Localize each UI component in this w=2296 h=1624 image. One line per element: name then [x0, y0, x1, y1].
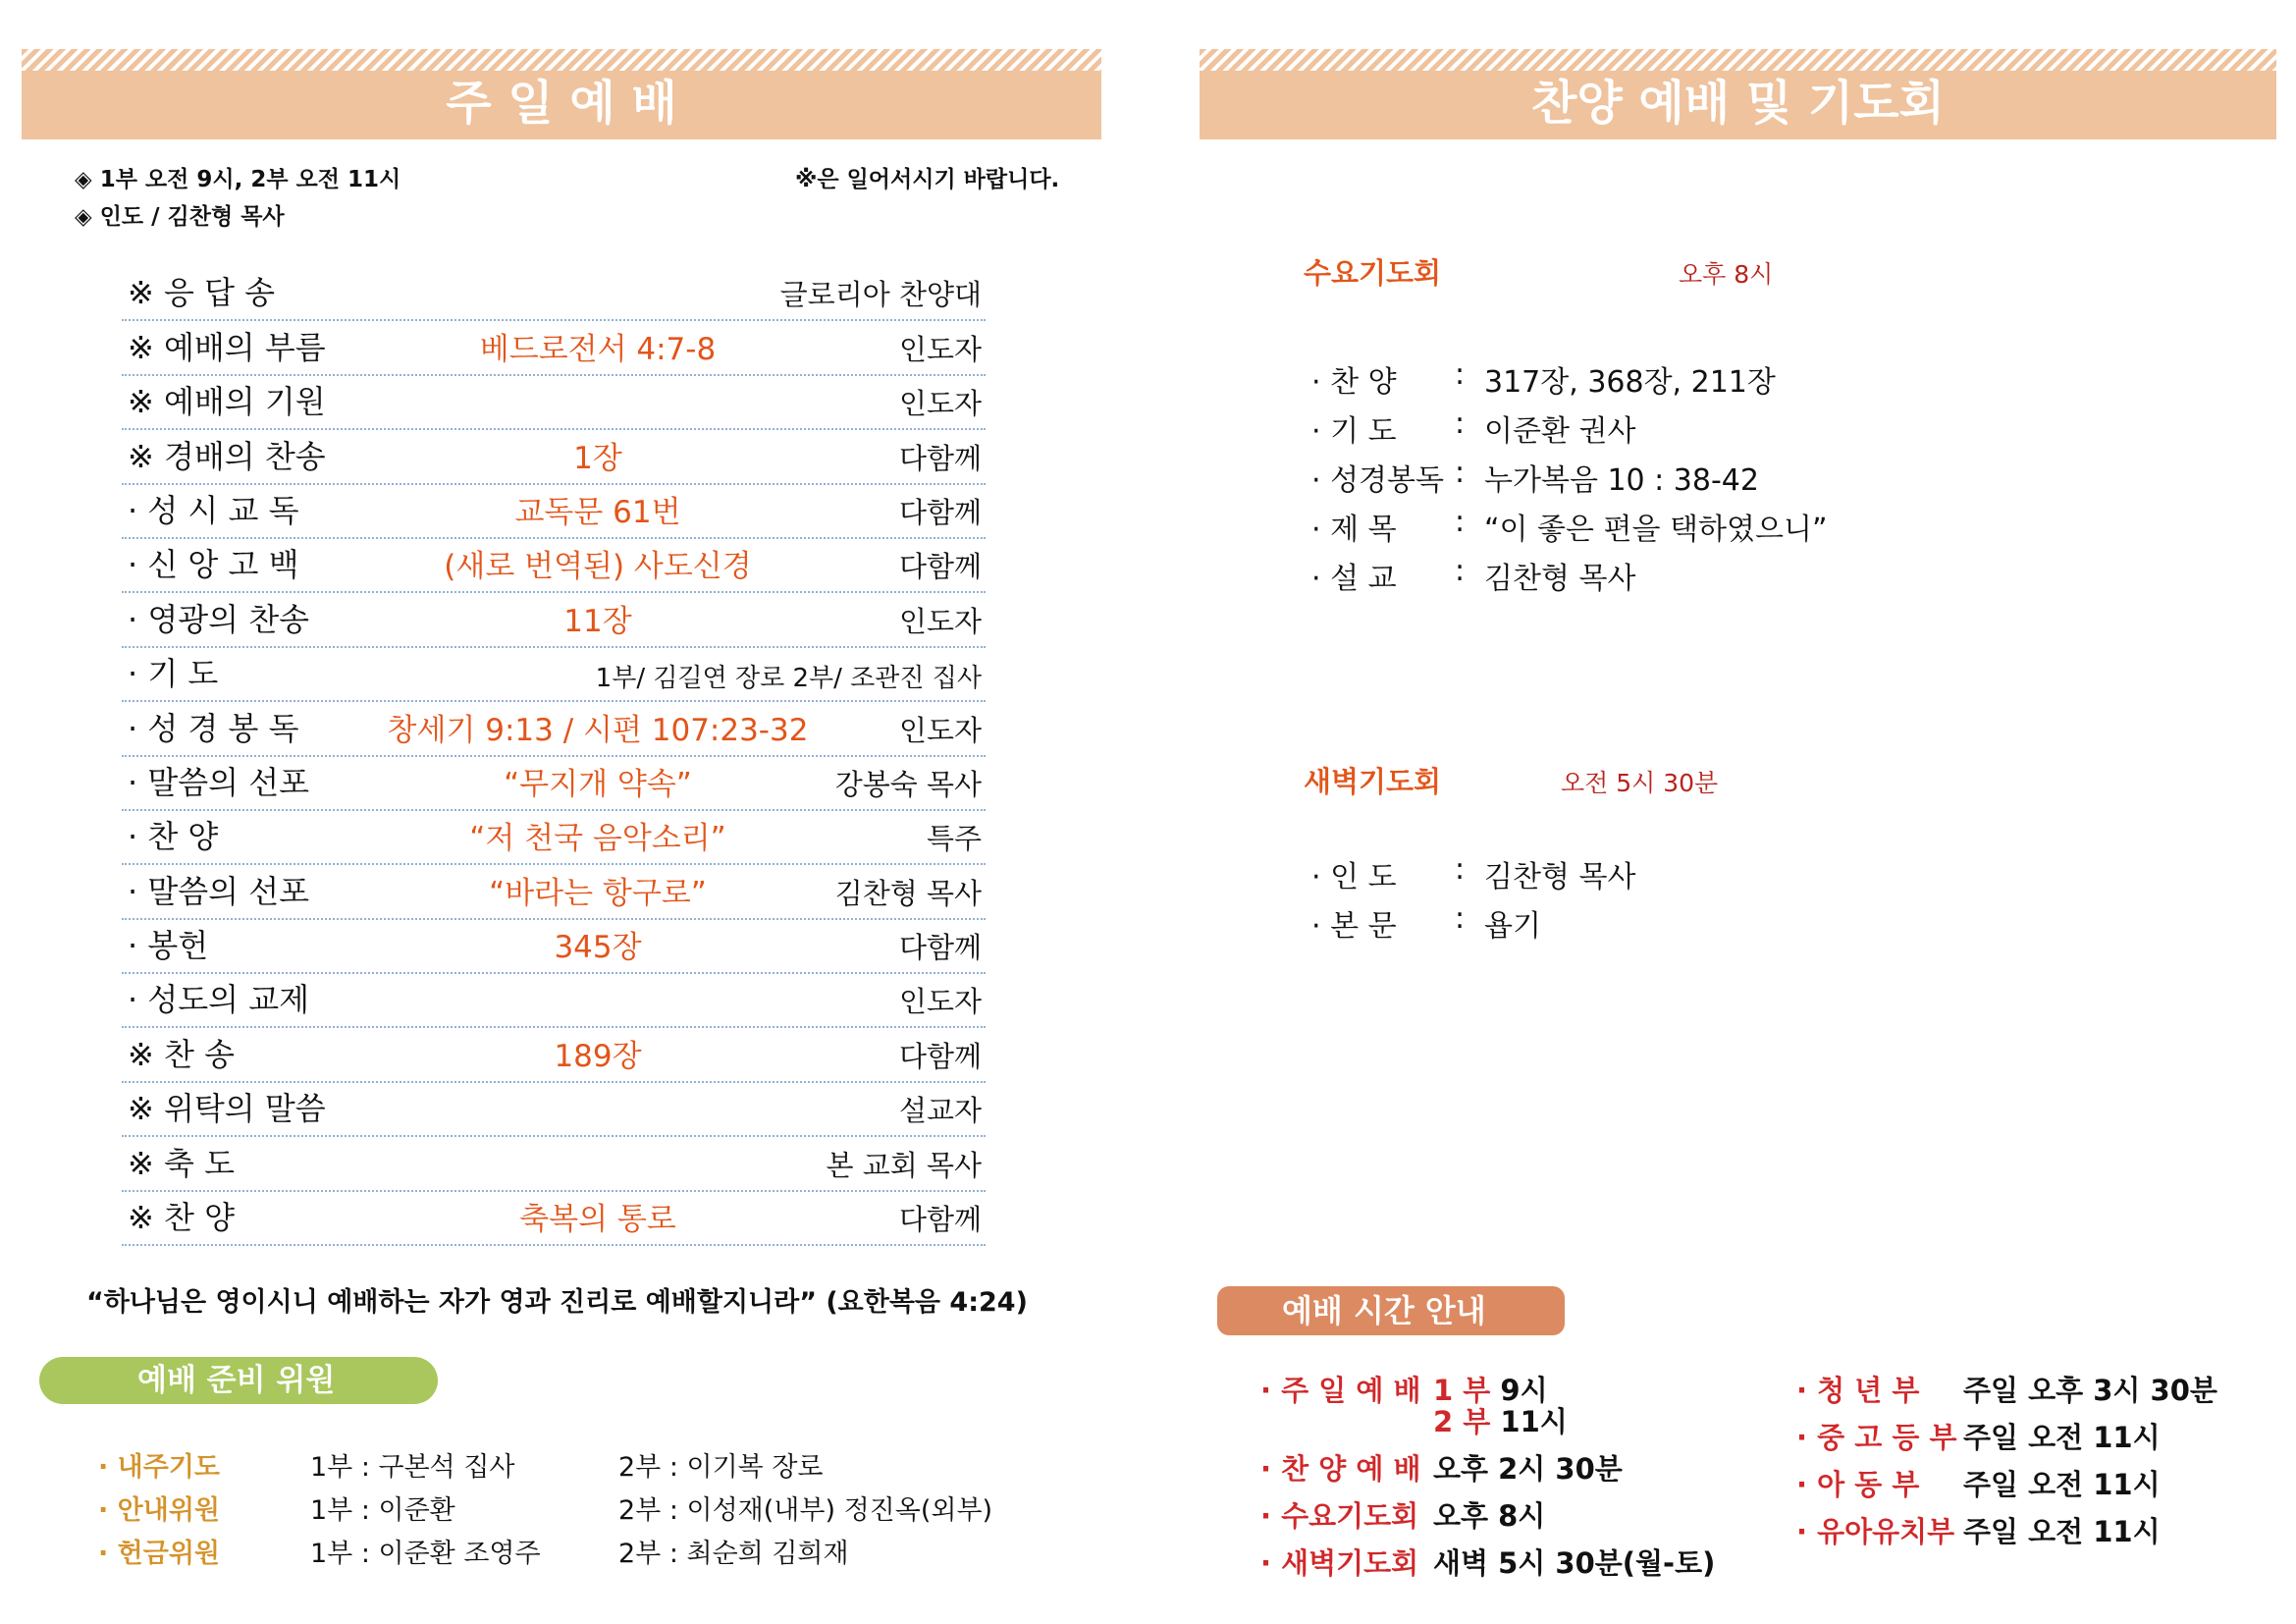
order-detail: “무지개 약속” [504, 766, 692, 802]
table-row [122, 974, 986, 1028]
prep-label: · 안내위원 [98, 1495, 220, 1526]
sunday-service-title: 주 일 예 배 [446, 76, 677, 131]
order-item: ※ 찬 양 [128, 1199, 235, 1237]
schedule-praise: · 찬 양 예 배 오후 2시 30분 [1260, 1452, 1623, 1486]
table-row [122, 702, 986, 756]
table-row [122, 1028, 986, 1082]
table-row [122, 321, 986, 375]
service-times: ◈ 1부 오전 9시, 2부 오전 11시 [75, 167, 401, 192]
service-leader: ◈ 인도 / 김찬형 목사 [75, 204, 285, 230]
order-item: · 봉헌 [128, 927, 209, 965]
order-detail: 축복의 통로 [519, 1202, 676, 1238]
order-detail: 교독문 61번 [514, 494, 681, 530]
table-row [122, 811, 986, 865]
table-row [122, 539, 986, 593]
order-item: · 기 도 [128, 655, 219, 693]
order-item: · 성 시 교 독 [128, 491, 299, 529]
prep-second-service: 2부 : 최순희 김희재 [618, 1539, 849, 1569]
dawn-prayer-title: 새벽기도회 [1304, 765, 1442, 798]
order-of-worship [122, 267, 986, 1246]
order-item: ※ 응 답 송 [128, 274, 276, 312]
order-leader: 다함께 [898, 441, 982, 475]
table-row [122, 920, 986, 974]
order-leader: 다함께 [898, 931, 982, 965]
order-item: ※ 축 도 [128, 1144, 235, 1182]
banner-stripe [22, 49, 1101, 71]
schedule-youth: · 청 년 부 주일 오후 3시 30분 [1796, 1374, 2217, 1407]
order-item: ※ 위탁의 말씀 [128, 1090, 326, 1128]
order-leader: 인도자 [898, 604, 982, 638]
order-detail: 11장 [563, 603, 632, 639]
sunday-service-banner [22, 49, 1101, 139]
order-item: ※ 예배의 부름 [128, 328, 326, 366]
table-row [122, 376, 986, 430]
order-item: · 영광의 찬송 [128, 600, 310, 638]
order-leader: 다함께 [898, 1203, 982, 1237]
order-leader: 본 교회 목사 [826, 1148, 982, 1182]
order-detail: 베드로전서 4:7-8 [479, 331, 717, 367]
order-leader: 글로리아 찬양대 [779, 278, 982, 312]
order-item: · 찬 양 [128, 818, 219, 856]
order-item: · 말씀의 선포 [128, 763, 310, 801]
order-item: · 말씀의 선포 [128, 872, 310, 910]
prep-first-service: 1부 : 이준환 조영주 [310, 1539, 541, 1569]
order-detail: “바라는 항구로” [489, 875, 707, 911]
prep-second-service: 2부 : 이성재(내부) 정진옥(외부) [618, 1495, 993, 1526]
order-leader: 인도자 [898, 387, 982, 421]
order-leader: 다함께 [898, 495, 982, 529]
table-row [122, 1192, 986, 1246]
table-row [122, 430, 986, 484]
schedule-wednesday: · 수요기도회 오후 8시 [1260, 1499, 1546, 1533]
wednesday-prayer-time: 오후 8시 [1679, 260, 1774, 289]
praise-prayer-title: 찬양 예배 및 기도회 [1530, 76, 1946, 131]
order-item: ※ 찬 송 [128, 1035, 235, 1073]
prep-label: · 헌금위원 [98, 1539, 220, 1569]
table-row [122, 865, 986, 919]
order-leader: 다함께 [898, 1039, 982, 1073]
wednesday-prayer-title: 수요기도회 [1304, 256, 1442, 290]
order-leader: 강봉숙 목사 [834, 767, 982, 801]
prep-first-service: 1부 : 이준환 [310, 1495, 455, 1526]
order-leader: 특주 [926, 822, 982, 856]
order-detail: “저 천국 음악소리” [469, 821, 726, 857]
dawn-prayer-time: 오전 5시 30분 [1561, 769, 1719, 797]
schedule-children: · 아 동 부 주일 오전 11시 [1796, 1468, 2161, 1501]
scripture-verse: “하나님은 영이시니 예배하는 자가 영과 진리로 예배할지니라” (요한복음 4:24) [86, 1287, 1028, 1318]
order-item: ※ 예배의 기원 [128, 383, 326, 421]
schedule-secondary: · 중 고 등 부 주일 오전 11시 [1796, 1421, 2161, 1454]
schedule-dawn: · 새벽기도회 새벽 5시 30분(월-토) [1260, 1546, 1716, 1580]
prep-committee-heading: 예배 준비 위원 [39, 1357, 438, 1404]
order-leader: 설교자 [898, 1094, 982, 1128]
order-leader: 김찬형 목사 [834, 876, 982, 910]
order-leader: 1부/ 김길연 장로 2부/ 조관진 집사 [595, 664, 982, 694]
schedule-preschool: · 유아유치부 주일 오전 11시 [1796, 1515, 2161, 1548]
order-detail: 창세기 9:13 / 시편 107:23-32 [387, 712, 809, 748]
order-detail: (새로 번역된) 사도신경 [444, 549, 752, 585]
table-row [122, 757, 986, 811]
table-row [122, 267, 986, 321]
table-row [122, 648, 986, 702]
order-leader: 인도자 [898, 985, 982, 1019]
order-detail: 1장 [573, 440, 622, 476]
order-item: · 성 경 봉 독 [128, 709, 299, 747]
standing-note: ※은 일어서시기 바랍니다. [795, 167, 1060, 192]
table-row [122, 593, 986, 647]
order-leader: 다함께 [898, 550, 982, 584]
table-row [122, 1083, 986, 1137]
prep-label: · 내주기도 [98, 1452, 220, 1483]
order-detail: 345장 [554, 930, 642, 966]
order-item: · 신 앙 고 백 [128, 546, 299, 584]
prep-second-service: 2부 : 이기복 장로 [618, 1452, 824, 1483]
order-leader: 인도자 [898, 713, 982, 747]
table-row [122, 485, 986, 539]
order-item: ※ 경배의 찬송 [128, 437, 326, 475]
banner-stripe [1200, 49, 2276, 71]
schedule-heading: 예배 시간 안내 [1217, 1286, 1565, 1335]
table-row [122, 1137, 986, 1191]
prep-first-service: 1부 : 구본석 집사 [310, 1452, 515, 1483]
order-detail: 189장 [554, 1038, 642, 1074]
schedule-sunday: · 주 일 예 배 1 부 9시 [1260, 1374, 1548, 1407]
praise-prayer-banner [1200, 49, 2276, 139]
order-leader: 인도자 [898, 332, 982, 366]
order-item: · 성도의 교제 [128, 981, 310, 1019]
